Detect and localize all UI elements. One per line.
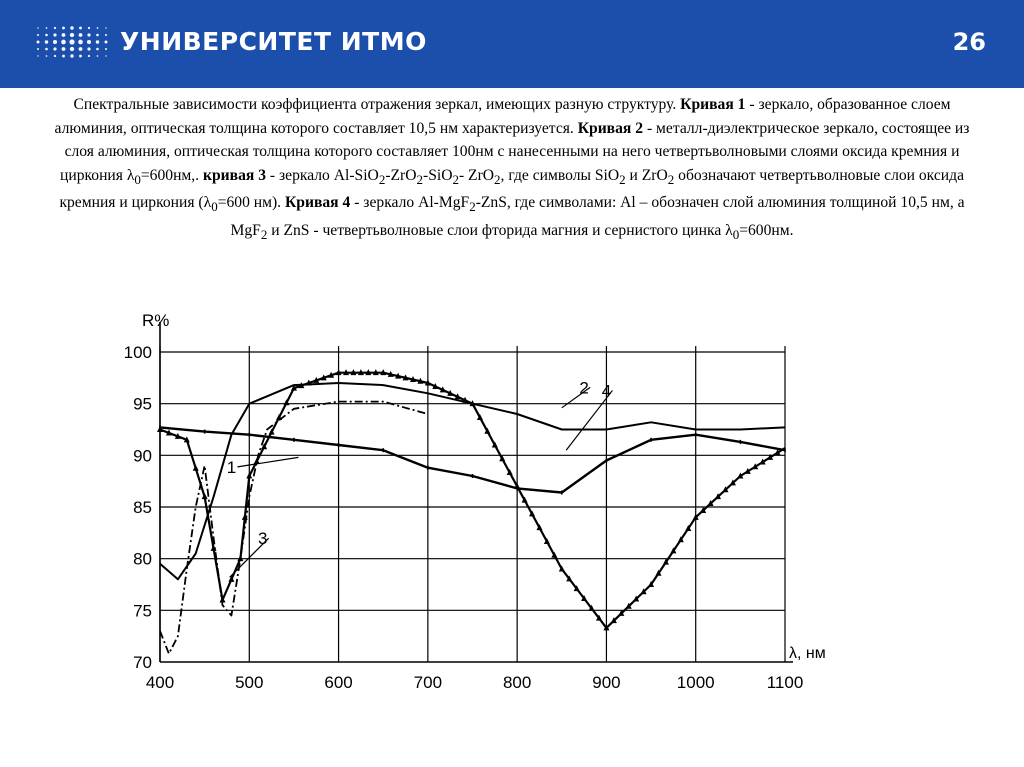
logo-dot — [79, 47, 83, 51]
logo-dot — [78, 40, 83, 45]
logo-dot — [53, 33, 56, 36]
curve-label-leader — [237, 457, 298, 467]
y-tick-label: 100 — [123, 343, 152, 362]
logo-dot — [96, 40, 100, 44]
subscript: 2 — [260, 227, 268, 243]
caption-sentence: Спектральные зависимости коэффициента отражения зеркал, имеющих разную структуру. — [73, 96, 677, 113]
logo-dot — [87, 47, 90, 50]
curve-label: 1 — [226, 457, 237, 477]
logo-dot — [54, 55, 56, 57]
logo-dot — [37, 27, 38, 28]
reflectance-chart — [0, 300, 1024, 700]
x-tick-label: 600 — [324, 673, 353, 692]
caption-text: - металл-диэлектрическое зеркало, состоящее из слоя алюминия, оптическая толщина которого составляет 100нм с нанесенными на него четвертьволновыми слоями оксида кремния и циркония λ — [60, 119, 970, 184]
logo-dot — [79, 55, 82, 58]
subscript: 2 — [416, 171, 423, 187]
x-tick-label: 1100 — [766, 673, 804, 692]
subscript: 0 — [732, 227, 740, 243]
logo-dot — [70, 47, 74, 51]
logo-dot — [96, 48, 99, 51]
logo-dot — [37, 41, 40, 44]
y-tick-label: 90 — [133, 446, 152, 466]
logo-dot — [70, 26, 73, 29]
caption-text: =600нм,. — [140, 166, 200, 184]
caption-text: - ZrO — [458, 166, 495, 184]
curve-label: 3 — [257, 529, 268, 549]
curve-3-label: кривая 3 — [203, 166, 266, 184]
logo-dot — [62, 33, 66, 37]
logo-dot — [70, 33, 74, 37]
curve-2-label: Кривая 2 — [577, 119, 644, 137]
caption-text: - зеркало Al-SiO — [269, 166, 379, 184]
logo-dot — [105, 48, 107, 50]
logo-dot — [45, 40, 49, 44]
y-tick-label: 70 — [133, 653, 152, 672]
x-tick-label: 1000 — [676, 673, 715, 692]
series-2-line — [160, 383, 785, 579]
caption-text: - зеркало, образованное слоем алюминия, оптическая толщина которого составляет 10,5 нм характеризуется. — [54, 96, 951, 137]
logo-dot — [96, 34, 99, 37]
caption-text: - зеркало Al-MgF — [354, 194, 470, 212]
logo-dot — [45, 34, 48, 37]
curve-label: 2 — [579, 378, 589, 398]
caption-text: и ZnS - четвертьволновые слои фторида магния и сернистого цинка λ — [271, 222, 733, 240]
logo-dot — [97, 55, 99, 57]
subscript: 2 — [619, 171, 626, 187]
y-tick-label: 85 — [133, 498, 152, 517]
x-tick-label: 800 — [502, 673, 532, 692]
logo-dot — [45, 48, 48, 51]
figure-caption — [40, 93, 984, 247]
curve-1-label: Кривая 1 — [680, 96, 746, 113]
caption-text: -SiO — [423, 166, 453, 184]
series-1-line — [160, 427, 785, 492]
logo-dot — [87, 40, 91, 44]
x-tick-label: 700 — [413, 673, 443, 692]
logo-dot — [79, 27, 82, 30]
caption-text: обозначают четвертьволновые слои оксида кремния и циркония (λ — [59, 166, 964, 212]
slide-header — [0, 0, 1024, 88]
caption-text: -ZrO — [385, 166, 417, 184]
subscript: 0 — [211, 199, 218, 215]
logo-dot — [46, 27, 48, 29]
x-tick-label: 400 — [145, 673, 175, 692]
subscript: 2 — [667, 171, 675, 187]
logo-dot — [61, 40, 66, 45]
subscript: 0 — [134, 171, 141, 187]
slide-number: 26 — [952, 28, 986, 56]
logo-dot — [62, 47, 66, 51]
subscript: 2 — [378, 171, 386, 187]
x-tick-label: 500 — [235, 673, 264, 692]
logo-dot — [53, 47, 56, 50]
caption-text: и ZrO — [629, 166, 668, 184]
subscript: 2 — [452, 171, 459, 187]
subscript: 2 — [469, 199, 476, 215]
logo-dot — [87, 33, 90, 36]
y-axis-label: R% — [142, 311, 170, 330]
y-tick-label: 75 — [133, 601, 152, 621]
logo-dot — [46, 55, 48, 57]
caption-text: , где символы SiO — [500, 166, 620, 184]
x-tick-label: 900 — [592, 673, 621, 692]
logo-dot — [37, 34, 39, 36]
university-logo-text: УНИВЕРСИТЕТ ИТМО — [120, 27, 427, 56]
series-4-marker — [202, 493, 208, 499]
logo-dot — [97, 27, 99, 29]
logo-dot — [37, 55, 38, 56]
logo-dot — [53, 40, 57, 44]
logo-dot — [54, 27, 56, 29]
logo-dot — [105, 55, 106, 56]
logo-dot — [105, 34, 107, 36]
logo-dot — [79, 33, 83, 37]
logo-dot — [62, 55, 65, 58]
caption-text: =600нм. — [739, 222, 794, 240]
logo-dot — [62, 27, 65, 30]
itmo-logo-dots-icon — [34, 24, 110, 60]
logo-dot — [70, 54, 73, 57]
series-4-marker — [193, 465, 199, 471]
caption-text: =600 нм). — [217, 194, 282, 212]
x-axis-label: λ, нм — [789, 645, 826, 662]
y-tick-label: 80 — [133, 549, 152, 569]
series-4-line — [160, 373, 785, 628]
logo-dot — [105, 27, 106, 28]
logo-dot — [105, 41, 108, 44]
logo-dot — [88, 27, 90, 29]
logo-dot — [37, 48, 39, 50]
curve-label: 4 — [601, 381, 612, 401]
y-tick-label: 95 — [133, 394, 152, 414]
logo-dot — [69, 39, 74, 44]
logo-dot — [88, 55, 90, 57]
curve-4-label: Кривая 4 — [284, 194, 351, 212]
subscript: 2 — [494, 171, 501, 187]
caption-text: -ZnS, где символами: Al – обозначен слой алюминия толщиной 10,5 нм, а MgF — [230, 194, 965, 240]
